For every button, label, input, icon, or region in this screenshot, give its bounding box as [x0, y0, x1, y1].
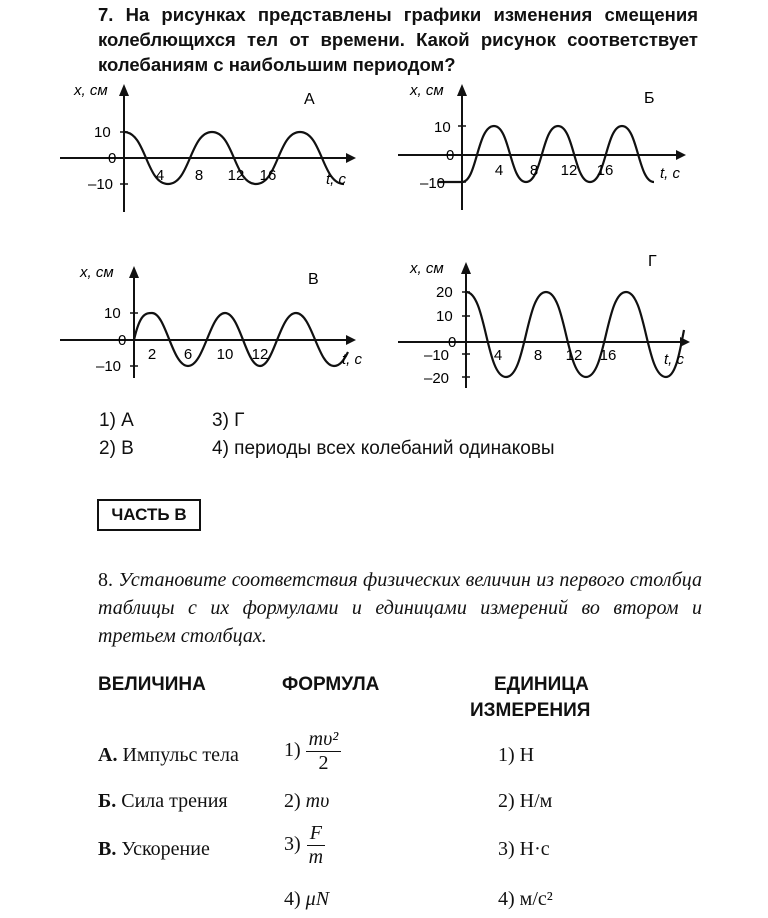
y-tick: 0 — [108, 150, 117, 167]
quantity-row-v — [98, 838, 210, 861]
x-tick: 12 — [251, 346, 269, 363]
x-tick: 12 — [560, 162, 578, 179]
y-tick: 10 — [104, 305, 121, 322]
x-label: t, с — [326, 171, 347, 188]
y-axis-arrow — [129, 266, 139, 278]
fraction — [306, 822, 326, 869]
y-tick: 10 — [434, 119, 451, 136]
formula-number: 4) — [284, 888, 301, 910]
x-tick: 6 — [183, 346, 193, 363]
y-tick: 0 — [448, 334, 457, 351]
y-axis-arrow — [461, 262, 471, 274]
header-unit-line2: ИЗМЕРЕНИЯ — [470, 700, 591, 721]
x-tick: 4 — [493, 347, 503, 364]
x-label: t, с — [664, 351, 685, 368]
y-tick: –10 — [96, 358, 122, 375]
formula-expression: mυ — [305, 790, 330, 812]
section-header-part-b: ЧАСТЬ В — [97, 499, 201, 531]
y-tick: –20 — [424, 370, 450, 387]
question-8-body: Установите соответствия физических величин из первого столбца таблицы с их формулами и единицами измерений во втором и третьем столбцах. — [98, 569, 702, 647]
quantity-name: Ускорение — [121, 838, 210, 860]
quantity-letter: В. — [98, 838, 117, 860]
x-tick: 2 — [147, 346, 157, 363]
x-tick: 8 — [194, 167, 204, 184]
y-tick: 10 — [436, 308, 453, 325]
x-axis-arrow — [346, 335, 356, 345]
answer-option-1: 1) А — [99, 410, 134, 431]
y-label: x, см — [80, 264, 114, 281]
x-tick: 16 — [599, 347, 617, 364]
question-number: 8. — [98, 569, 113, 591]
x-label: t, с — [660, 165, 681, 182]
x-axis-arrow — [346, 153, 356, 163]
formula-number: 2) — [284, 790, 301, 812]
formula-3 — [284, 822, 326, 869]
curve-g — [466, 292, 684, 377]
y-label: x, см — [410, 82, 444, 99]
graph-letter: А — [304, 91, 315, 108]
x-tick: 16 — [596, 162, 614, 179]
y-label: x, см — [410, 260, 444, 277]
quantity-row-b — [98, 790, 228, 813]
quantity-letter: А. — [98, 744, 118, 766]
graph-b — [398, 78, 698, 213]
unit-2: 2) Н/м — [498, 790, 553, 812]
graph-letter: Б — [644, 90, 655, 107]
graph-a — [60, 78, 360, 213]
y-label: x, см — [74, 82, 108, 99]
graph-v — [60, 260, 370, 380]
unit-3: 3) Н·с — [498, 838, 550, 860]
x-tick: 8 — [533, 347, 543, 364]
y-tick: 0 — [446, 147, 455, 164]
x-tick: 12 — [565, 347, 583, 364]
y-tick: 10 — [94, 124, 111, 141]
question-8-text — [98, 566, 702, 650]
denominator: 2 — [318, 752, 329, 774]
answer-option-3: 3) Г — [212, 410, 245, 431]
x-axis-arrow — [676, 150, 686, 160]
x-tick: 12 — [227, 167, 245, 184]
question-7-text: 7. На рисунках представлены графики изменения смещения колеблющихся тел от времени. Какой рисунок соответствует колебаниям с наибольшим периодом? — [98, 4, 698, 75]
x-tick: 4 — [494, 162, 504, 179]
x-tick: 4 — [155, 167, 165, 184]
y-axis-arrow — [119, 84, 129, 96]
numerator: mυ² — [306, 728, 342, 752]
quantity-name: Сила трения — [121, 790, 228, 812]
formula-1 — [284, 728, 341, 775]
quantity-row-a — [98, 744, 239, 767]
formula-4 — [284, 888, 329, 911]
quantity-letter: Б. — [98, 790, 117, 812]
unit-1: 1) Н — [498, 744, 535, 766]
y-tick: –10 — [88, 176, 114, 193]
quantity-name: Импульс тела — [122, 744, 239, 766]
formula-expression: μN — [305, 888, 330, 910]
header-formula: ФОРМУЛА — [282, 674, 380, 695]
y-tick: –10 — [424, 347, 450, 364]
x-tick: 10 — [216, 346, 234, 363]
graph-letter: В — [308, 271, 319, 288]
formula-2 — [284, 790, 329, 813]
y-tick: 0 — [118, 332, 127, 349]
x-tick: 16 — [259, 167, 277, 184]
numerator: F — [307, 822, 325, 846]
graph-letter: Г — [648, 253, 657, 270]
graph-g — [398, 250, 703, 390]
x-label: t, с — [342, 351, 363, 368]
x-tick: 8 — [529, 162, 539, 179]
y-tick: 20 — [436, 284, 453, 301]
y-tick: –10 — [420, 175, 446, 192]
y-axis-arrow — [457, 84, 467, 96]
answer-option-2: 2) В — [99, 438, 134, 459]
answer-option-4: 4) периоды всех колебаний одинаковы — [212, 438, 555, 459]
header-unit-line1: ЕДИНИЦА — [494, 674, 589, 695]
unit-4: 4) м/с² — [498, 888, 553, 910]
formula-number: 3) — [284, 833, 301, 856]
denominator: m — [308, 846, 324, 868]
fraction — [306, 728, 342, 775]
header-quantity: ВЕЛИЧИНА — [98, 674, 206, 695]
formula-number: 1) — [284, 739, 301, 762]
